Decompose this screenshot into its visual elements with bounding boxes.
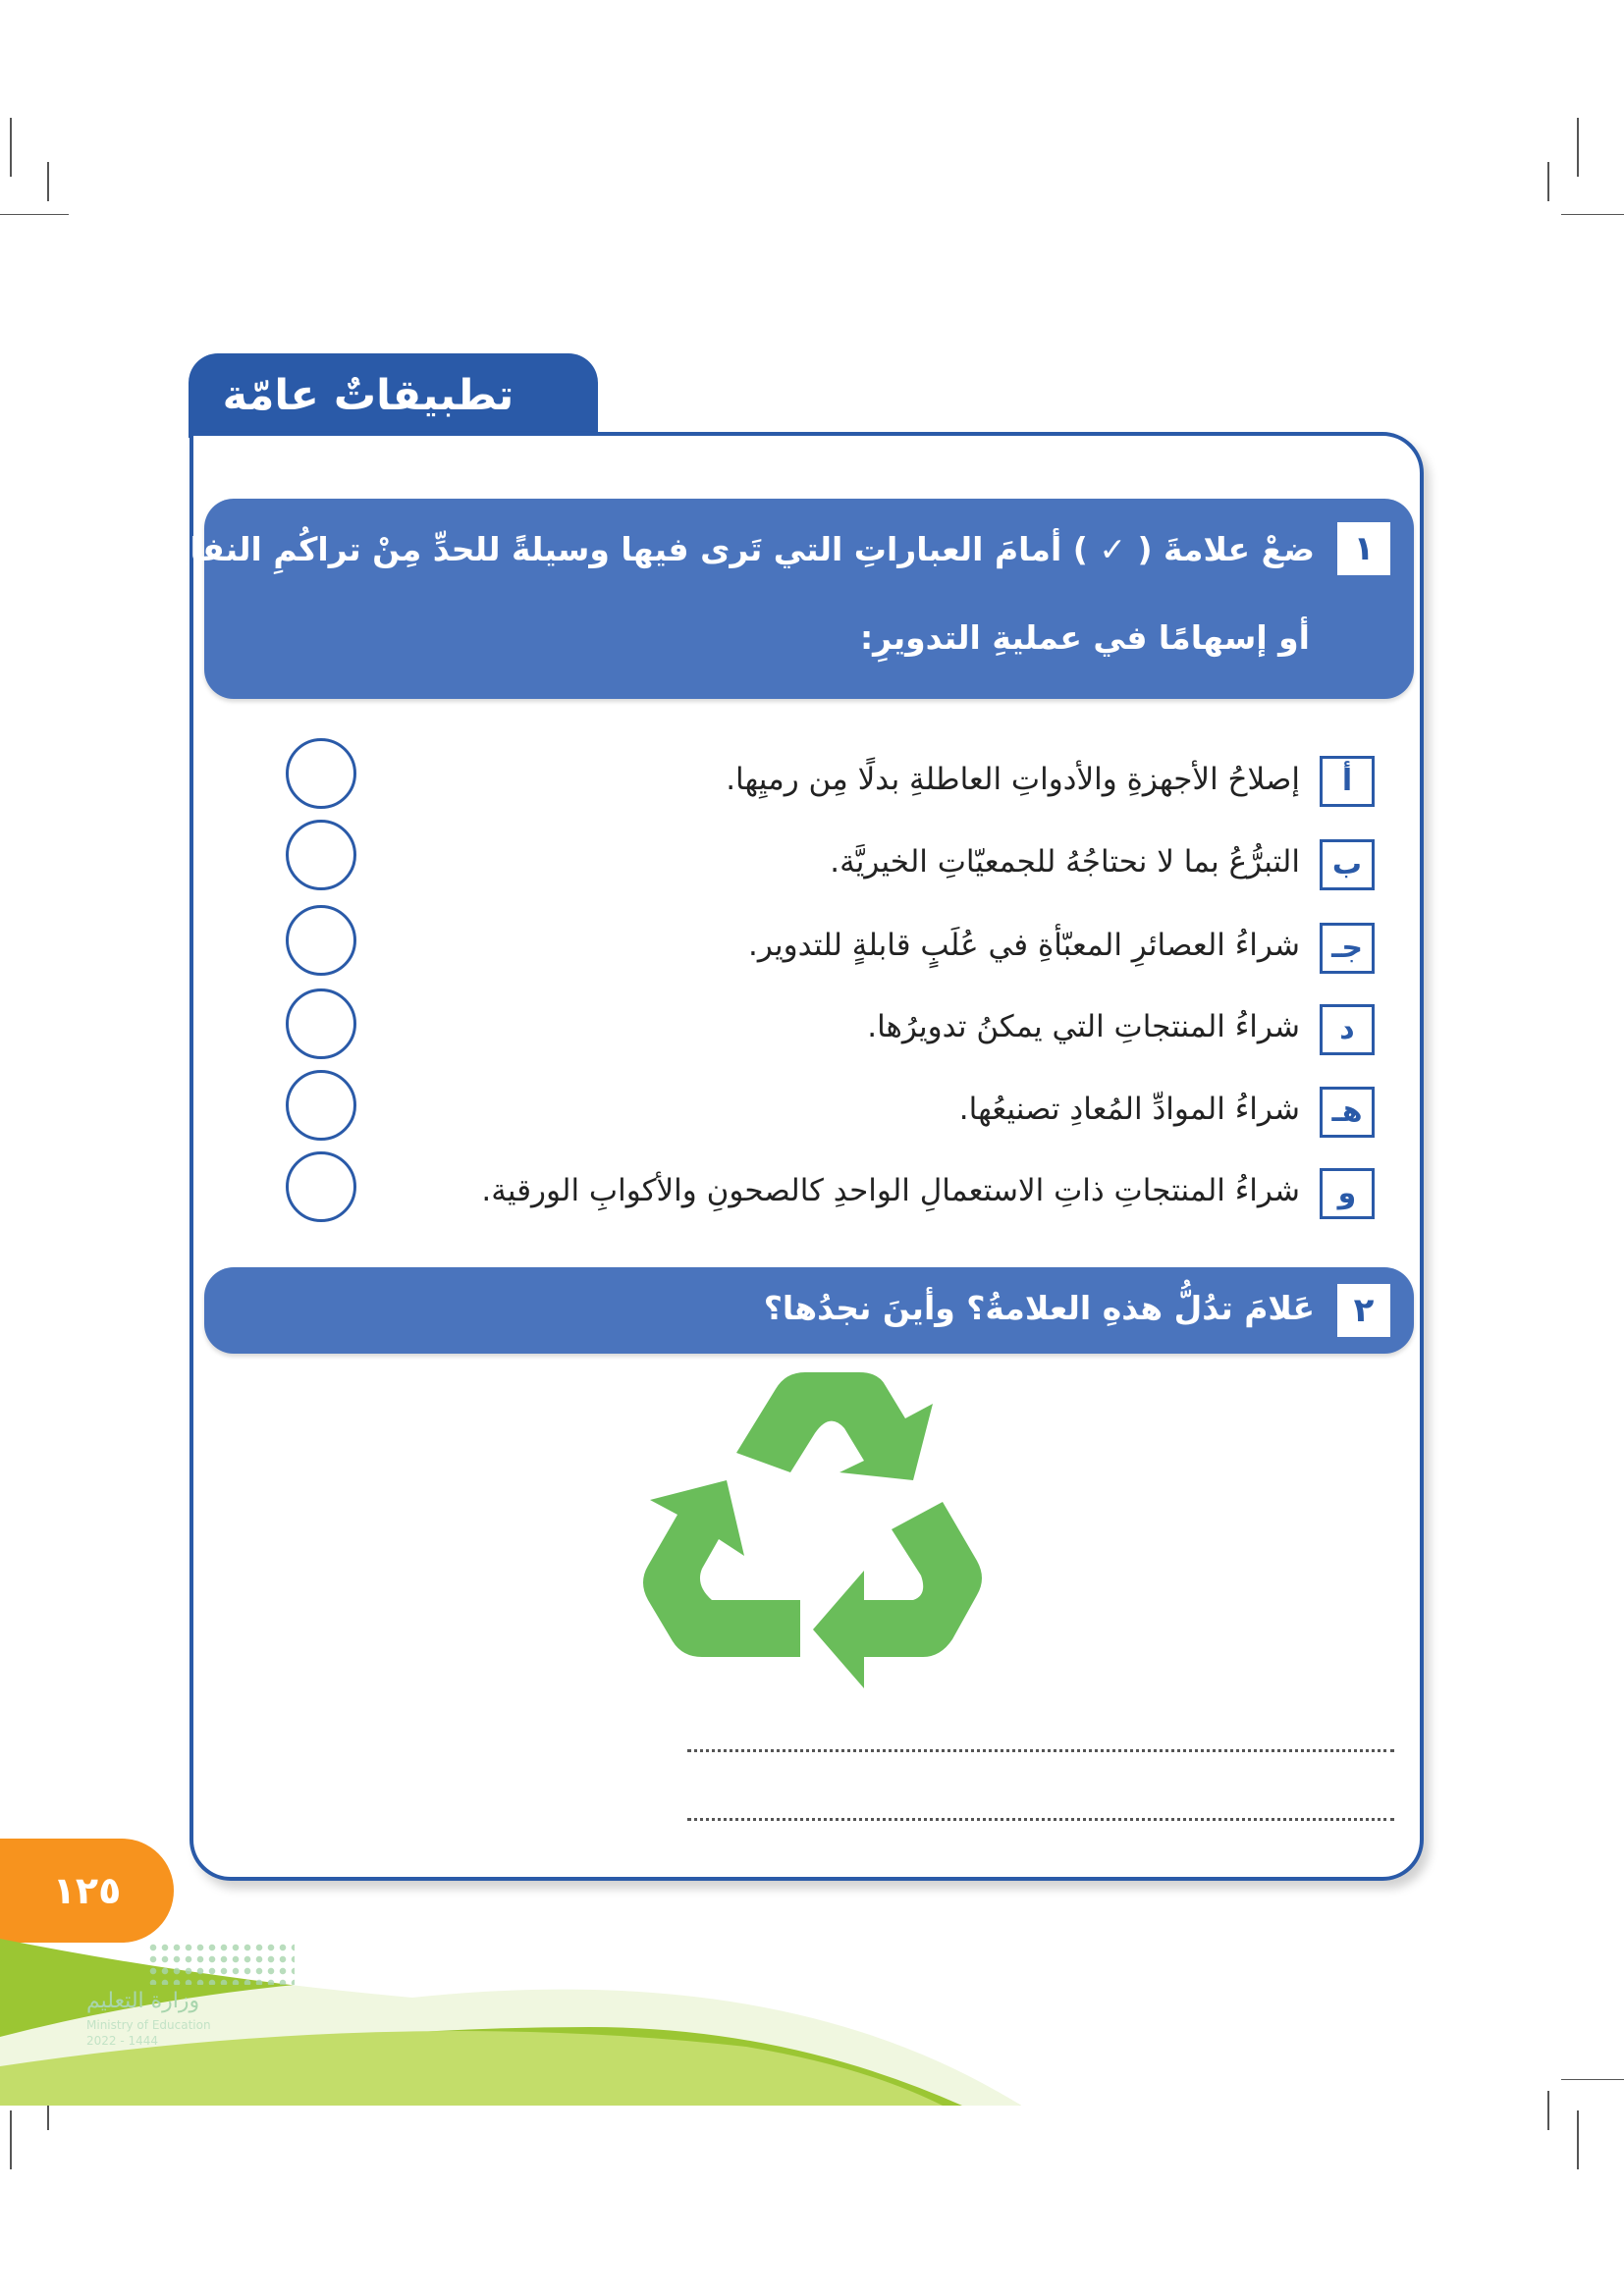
item-text: التبرُّعُ بما لا نحتاجُهُ للجمعيّاتِ الخيريَّة. <box>830 844 1300 880</box>
crop-mark <box>1577 118 1579 177</box>
answer-circle[interactable] <box>286 1070 356 1141</box>
ministry-sub2: 2022 - 1444 <box>86 2034 159 2048</box>
answer-circle[interactable] <box>286 738 356 809</box>
item-label: و <box>1320 1168 1375 1219</box>
item-text: إصلاحُ الأجهزةِ والأدواتِ العاطلةِ بدلًا مِن رميِها. <box>726 762 1300 797</box>
item-label: جـ <box>1320 923 1375 974</box>
page-number: ١٢٥ <box>0 1839 174 1943</box>
item-label: ب <box>1320 839 1375 890</box>
crop-mark <box>10 118 12 177</box>
ministry-name: وزارة التعليم <box>86 1989 200 2013</box>
question1-line1: ضعْ علامةَ ( ✓ ) أمامَ العباراتِ التي تَرى فيها وسيلةً للحدِّ مِنْ تراكُمِ النفاياتِ <box>133 530 1315 568</box>
item-label: د <box>1320 1004 1375 1055</box>
question1-number: ١ <box>1337 522 1390 575</box>
crop-mark <box>1577 2110 1579 2169</box>
ministry-sub1: Ministry of Education <box>86 2018 211 2032</box>
crop-mark <box>47 162 49 201</box>
answer-line <box>687 1749 1394 1752</box>
item-text: شراءُ الموادِّ المُعادِ تصنيعُها. <box>958 1092 1300 1127</box>
item-text: شراءُ المنتجاتِ ذاتِ الاستعمالِ الواحدِ كالصحونِ والأكوابِ الورقية. <box>481 1173 1300 1208</box>
crop-mark <box>1561 214 1624 215</box>
crop-mark <box>0 214 69 215</box>
answer-circle[interactable] <box>286 988 356 1059</box>
answer-circle[interactable] <box>286 1151 356 1222</box>
item-label: أ <box>1320 756 1375 807</box>
recycle-icon <box>628 1364 992 1698</box>
answer-line <box>687 1818 1394 1821</box>
item-text: شراءُ المنتجاتِ التي يمكنُ تدويرُها. <box>867 1009 1300 1044</box>
question1-banner <box>204 499 1414 699</box>
question2-text: عَلامَ تدُلُّ هذهِ العلامةُ؟ وأينَ نجدُها؟ <box>763 1289 1315 1327</box>
section-title: تطبيقاتٌ عامّة <box>222 371 514 420</box>
crop-mark <box>1547 162 1549 201</box>
ministry-logo <box>147 1942 295 1985</box>
answer-circle[interactable] <box>286 820 356 890</box>
crop-mark <box>10 2110 12 2169</box>
question1-line2: أو إسهامًا في عمليةِ التدويرِ: <box>859 618 1310 657</box>
item-label: هـ <box>1320 1087 1375 1138</box>
item-text: شراءُ العصائرِ المعبّأةِ في عُلَبٍ قابلةٍ للتدوير. <box>748 928 1300 963</box>
answer-circle[interactable] <box>286 905 356 976</box>
question2-number: ٢ <box>1337 1284 1390 1337</box>
